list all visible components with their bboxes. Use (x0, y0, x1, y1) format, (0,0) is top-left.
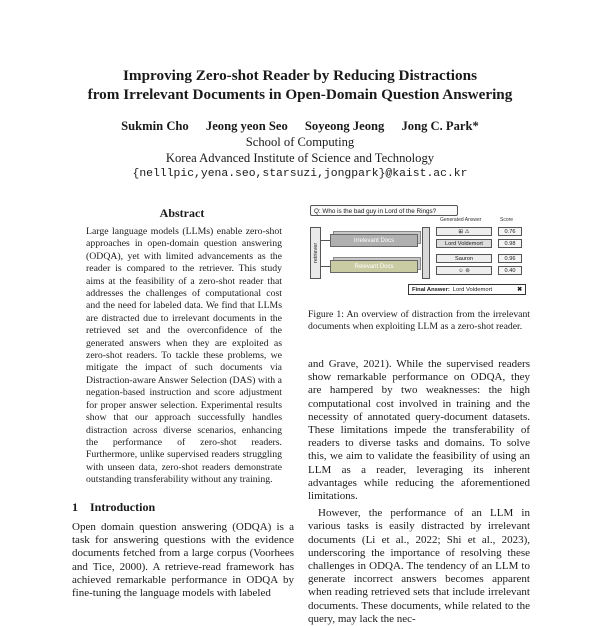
arrow (321, 240, 330, 241)
introduction-text: Open domain question answering (ODQA) is a task for answering questions with the evidence documents fetched from a large corpus (Voorhees and Tice, 2000). A retrieve-read framework has achieved remarkable performance in ODQA by fine-tuning the language models with labeled (72, 521, 294, 600)
right-column-text (308, 358, 530, 626)
section-heading (72, 500, 155, 515)
author-block (40, 118, 560, 182)
title-line-1: Improving Zero-shot Reader by Reducing Distractions (123, 67, 477, 84)
arrow (321, 266, 330, 267)
answer-row: Sauron (436, 254, 492, 263)
section-number: 1 (72, 500, 78, 514)
irrelevant-docs-stack (330, 234, 418, 247)
author-name: Jeong yeon Seo (205, 119, 288, 133)
abstract-text: Large language models (LLMs) enable zero-shot approaches in open-domain question answering (ODQA), yet with limited advancements as the reader is compared to the retriever. This study aims at the feasibility of a zero-shot reader that addresses the challenges of computational cost and the need for labeled data. We find that LLMs are distracted due to irrelevant documents in the retrieved set and the overconfidence of the generated answers when they are exploited as zero-shot readers. To tackle these problems, we mitigate the impact of such documents via Distraction-aware Answer Selection (DAS) with a negation-based instruction and score adjustment for proper answer selection. Experimental results show that our approach successfully handles distraction across diverse scenarios, enhancing the performance of zero-shot readers. Furthermore, unlike supervised readers struggling with unseen data, zero-shot readers demonstrate outstanding transferability without any training. (86, 226, 282, 486)
affiliation-school: School of Computing (245, 135, 355, 149)
paragraph: and Grave, 2021). While the supervised readers show remarkable performance on ODQA, they are hampered by two weaknesses: the high computational cost involved in training and the necessity of annotated query-document datasets. These limitations impede the transferability of readers to diverse tasks and domains. To solve this, we aim to validate the feasibility of using an LLM as a reader, leveraging its inherent advantages while reducing the aforementioned limitations. (308, 358, 530, 503)
answer-score: 0.98 (498, 239, 522, 248)
question-box: Q: Who is the bad guy in Lord of the Rings? (310, 205, 458, 216)
author-name: Soyeong Jeong (304, 119, 385, 133)
figure-1 (308, 203, 530, 303)
section-title: Introduction (90, 500, 156, 514)
answer-row: Lord Voldemort (436, 239, 492, 248)
reader-bar (422, 227, 430, 279)
author-name: Jong C. Park* (401, 119, 479, 133)
wrong-mark-icon: ✖ (517, 287, 522, 293)
author-name: Sukmin Cho (121, 119, 189, 133)
relevant-docs-label: Relevant Docs (330, 260, 418, 273)
final-answer-box (408, 284, 526, 295)
answer-score: 0.76 (498, 227, 522, 236)
paper-title (40, 66, 560, 104)
affiliation-institute: Korea Advanced Institute of Science and Technology (165, 151, 435, 165)
final-answer-label: Final Answer: (412, 287, 450, 293)
answer-row (436, 227, 492, 236)
answer-score: 0.96 (498, 254, 522, 263)
abstract-heading: Abstract (159, 206, 205, 220)
answer-score: 0.40 (498, 266, 522, 275)
final-answer-value: Lord Voldemort (452, 287, 493, 293)
face-icon: ☺ ⊚ (458, 268, 470, 274)
distracted-icon: ⊞ ⚠ (458, 229, 470, 235)
generated-answer-header: Generated Answer (440, 217, 482, 223)
answer-row (436, 266, 492, 275)
retriever-block: retriever (310, 227, 321, 279)
score-header: Score (500, 217, 514, 223)
title-line-2: from Irrelevant Documents in Open-Domain Question Answering (87, 86, 513, 103)
irrelevant-docs-label: Irrelevant Docs (330, 234, 418, 247)
figure-caption: Figure 1: An overview of distraction from the irrelevant documents when exploiting LLM as a zero-shot reader. (308, 309, 530, 332)
author-emails: {nelllpic,yena.seo,starsuzi,jongpark}@kaist.ac.kr (132, 168, 468, 180)
paragraph: However, the performance of an LLM in various tasks is easily distracted by irrelevant documents (Li et al., 2022; Shi et al., 2023), underscoring the importance of resolving these challenges in ODQA. The tendency of an LLM to generate incorrect answers becomes apparent when reading retrieved sets that include irrelevant documents. These documents, while related to the query, may lack the nec- (308, 507, 530, 625)
relevant-docs-stack (330, 260, 418, 273)
author-names (40, 118, 560, 134)
